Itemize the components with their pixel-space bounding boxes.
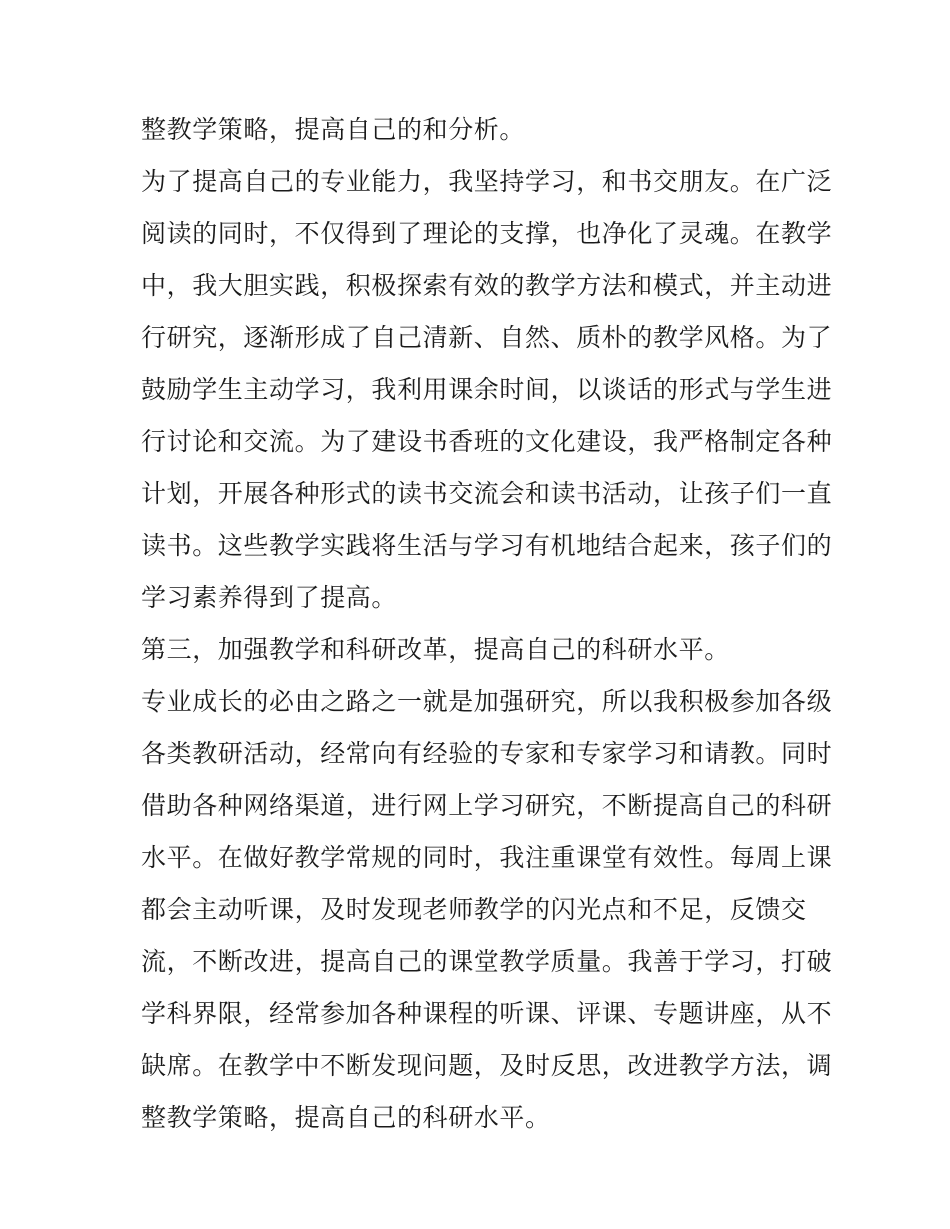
text-line: 整教学策略，提高自己的和分析。 (141, 115, 526, 144)
text-line: 都会主动听课，及时发现老师教学的闪光点和不足，反馈交 (141, 895, 807, 924)
text-line: 中，我大胆实践，积极探索有效的教学方法和模式，并主动进 (141, 271, 833, 300)
text-line: 为了提高自己的专业能力，我坚持学习，和书交朋友。在广泛 (141, 167, 833, 196)
text-line: 学科界限，经常参加各种课程的听课、评课、专题讲座，从不 (141, 999, 833, 1028)
section-heading: 第三，加强教学和科研改革，提高自己的科研水平。 (141, 635, 730, 664)
text-line: 专业成长的必由之路之一就是加强研究，所以我积极参加各级 (141, 687, 833, 716)
text-line: 整教学策略，提高自己的科研水平。 (141, 1103, 551, 1132)
text-line: 流，不断改进，提高自己的课堂教学质量。我善于学习，打破 (141, 947, 833, 976)
text-line: 学习素养得到了提高。 (141, 583, 398, 612)
text-line: 各类教研活动，经常向有经验的专家和专家学习和请教。同时 (141, 739, 833, 768)
text-line: 缺席。在教学中不断发现问题，及时反思，改进教学方法，调 (141, 1051, 833, 1080)
text-line: 借助各种网络渠道，进行网上学习研究，不断提高自己的科研 (141, 791, 833, 820)
text-line: 阅读的同时，不仅得到了理论的支撑，也净化了灵魂。在教学 (141, 219, 833, 248)
text-line: 计划，开展各种形式的读书交流会和读书活动，让孩子们一直 (141, 479, 833, 508)
text-line: 读书。这些教学实践将生活与学习有机地结合起来，孩子们的 (141, 531, 833, 560)
text-line: 行研究，逐渐形成了自己清新、自然、质朴的教学风格。为了 (141, 323, 833, 352)
text-line: 鼓励学生主动学习，我利用课余时间，以谈话的形式与学生进 (141, 375, 833, 404)
text-line: 水平。在做好教学常规的同时，我注重课堂有效性。每周上课 (141, 843, 833, 872)
text-line: 行讨论和交流。为了建设书香班的文化建设，我严格制定各种 (141, 427, 833, 456)
